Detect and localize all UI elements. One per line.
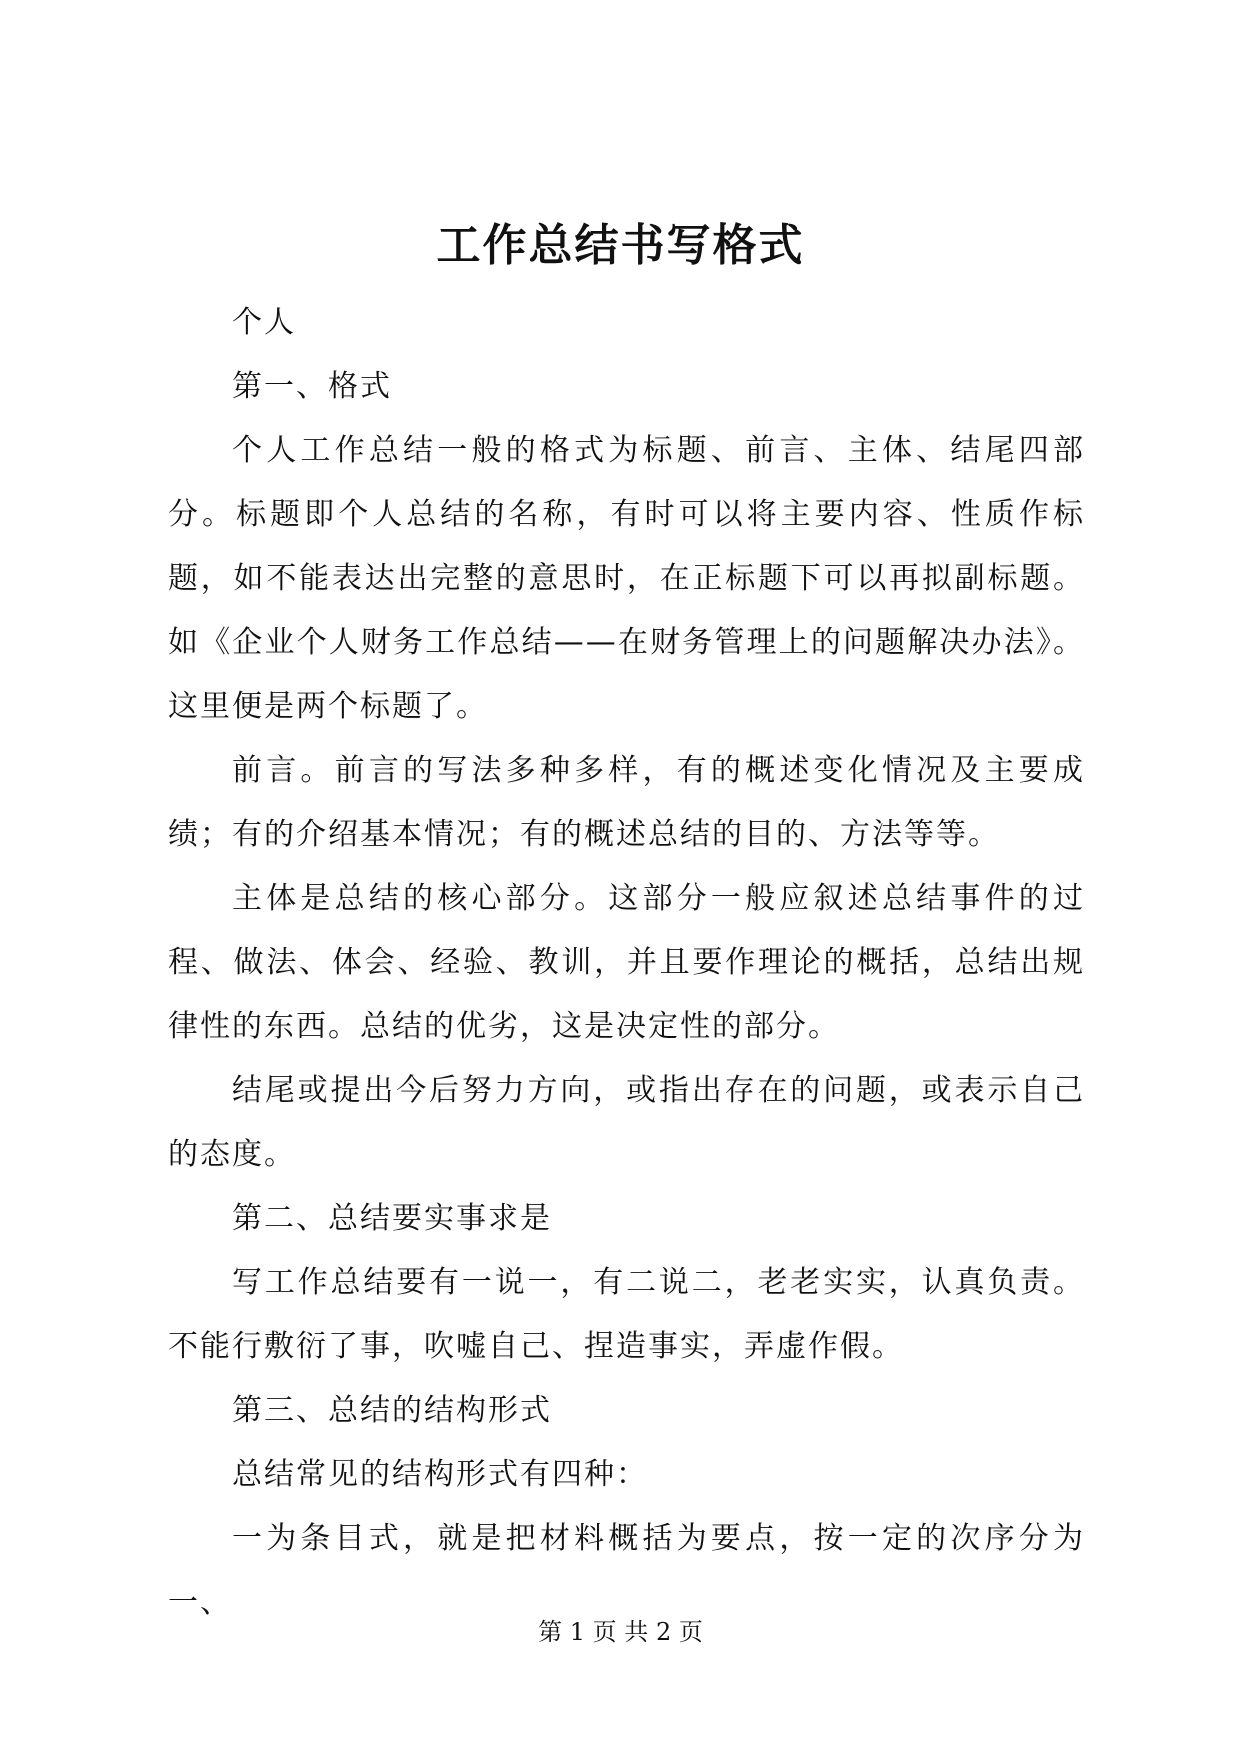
paragraph: 写工作总结要有一说一，有二说二，老老实实，认真负责。不能行敷衍了事，吹嘘自己、捏造事实，弄虚作假。 (168, 1265, 1085, 1364)
page-number-footer: 第 1 页 共 2 页 (538, 1618, 703, 1646)
paragraph: 总结常见的结构形式有四种： (232, 1457, 648, 1492)
paragraph: 主体是总结的核心部分。这部分一般应叙述总结事件的过程、做法、体会、经验、教训，并且要作理论的概括，总结出规律性的东西。总结的优劣，这是决定性的部分。 (168, 881, 1085, 1044)
section-heading: 第一、格式 (232, 369, 392, 404)
section-heading: 第三、总结的结构形式 (232, 1393, 552, 1428)
paragraph: 前言。前言的写法多种多样，有的概述变化情况及主要成绩；有的介绍基本情况；有的概述总结的目的、方法等等。 (168, 753, 1085, 852)
document-title: 工作总结书写格式 (436, 220, 805, 271)
paragraph: 结尾或提出今后努力方向，或指出存在的问题，或表示自己的态度。 (168, 1073, 1085, 1172)
paragraph: 个人 (232, 305, 296, 340)
document-body (168, 291, 1085, 1635)
paragraph: 个人工作总结一般的格式为标题、前言、主体、结尾四部分。标题即个人总结的名称，有时可以将主要内容、性质作标题，如不能表达出完整的意思时，在正标题下可以再拟副标题。如《企业个人财务工作总结——在财务管理上的问题解决办法》。这里便是两个标题了。 (168, 433, 1085, 724)
section-heading: 第二、总结要实事求是 (232, 1201, 552, 1236)
paragraph: 一为条目式，就是把材料概括为要点，按一定的次序分为一、 (168, 1521, 1085, 1620)
